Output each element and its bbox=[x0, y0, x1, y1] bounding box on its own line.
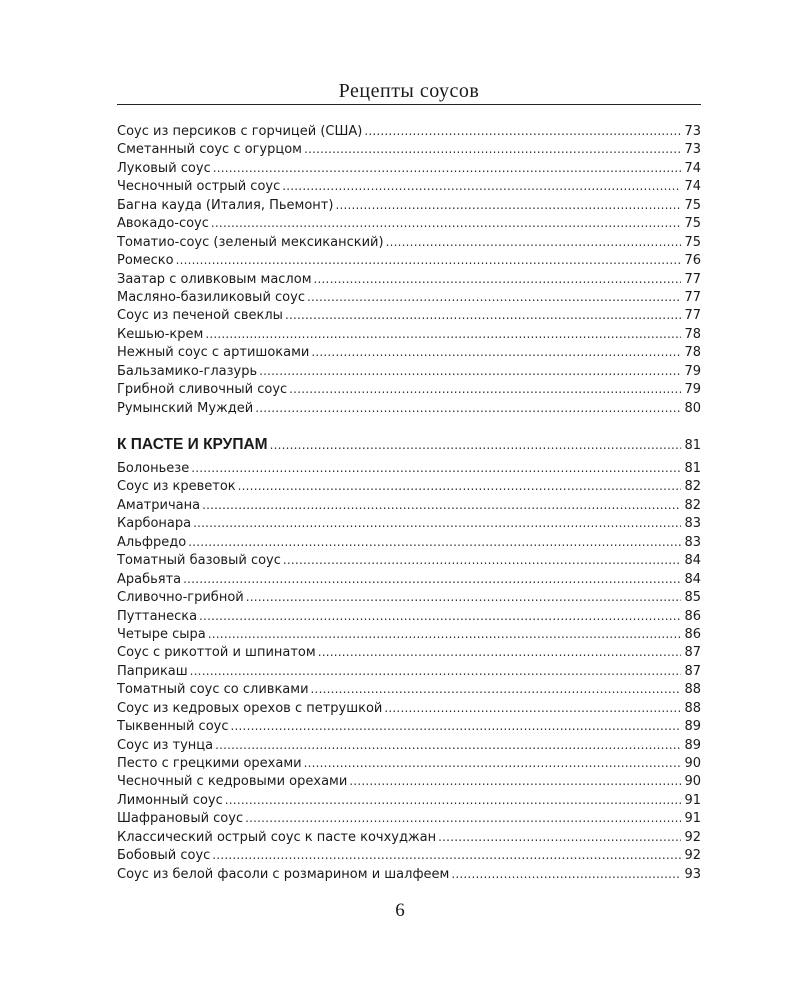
toc-entry[interactable] bbox=[117, 865, 701, 883]
dot-leader bbox=[318, 643, 682, 661]
entry-title: Кешью-крем bbox=[117, 326, 204, 342]
page-number: 6 bbox=[395, 900, 405, 921]
entry-page: 82 bbox=[684, 479, 701, 495]
dot-leader bbox=[176, 251, 682, 269]
entry-title: Соус из печеной свеклы bbox=[117, 308, 283, 324]
dot-leader bbox=[215, 736, 681, 754]
dot-leader bbox=[211, 214, 682, 232]
entry-title: Соус из тунца bbox=[117, 737, 214, 753]
entry-page: 91 bbox=[684, 792, 701, 808]
entry-title: Путтанеска bbox=[117, 608, 198, 624]
entry-title: Бобовый соус bbox=[117, 848, 211, 864]
entry-page: 87 bbox=[684, 645, 701, 661]
entry-page: 92 bbox=[684, 829, 701, 845]
dot-leader bbox=[364, 122, 681, 140]
dot-leader bbox=[246, 588, 682, 606]
entry-title: Соус из кедровых орехов с петрушкой bbox=[117, 700, 383, 716]
entry-page: 88 bbox=[684, 700, 701, 716]
entry-page: 75 bbox=[684, 197, 701, 213]
entry-title: Классический острый соус к пасте кочхуджан bbox=[117, 829, 437, 845]
toc-section-heading[interactable] bbox=[117, 433, 701, 457]
entry-page: 83 bbox=[684, 534, 701, 550]
entry-title: Соус из креветок bbox=[117, 479, 236, 495]
entry-page: 85 bbox=[684, 590, 701, 606]
entry-page: 88 bbox=[684, 682, 701, 698]
entry-page: 73 bbox=[684, 124, 701, 139]
toc-entry[interactable] bbox=[117, 625, 701, 643]
entry-page: 81 bbox=[684, 461, 701, 476]
entry-page: 89 bbox=[684, 719, 701, 735]
entry-title: Заатар с оливковым маслом bbox=[117, 271, 312, 287]
toc-entry[interactable] bbox=[117, 643, 701, 661]
toc-entry[interactable] bbox=[117, 177, 701, 195]
toc-entry[interactable] bbox=[117, 399, 701, 417]
toc-entry[interactable] bbox=[117, 159, 701, 177]
entry-page: 90 bbox=[684, 756, 701, 771]
dot-leader bbox=[307, 288, 681, 306]
entry-title: Томатио-соус (зеленый мексиканский) bbox=[117, 234, 384, 250]
entry-title: Луковый соус bbox=[117, 160, 211, 176]
entry-page: 83 bbox=[684, 516, 701, 532]
entry-title: Соус из персиков с горчицей (США) bbox=[117, 124, 363, 139]
dot-leader bbox=[188, 533, 681, 551]
entry-title: Соус из белой фасоли с розмарином и шалфеем bbox=[117, 866, 450, 882]
entry-page: 75 bbox=[684, 234, 701, 250]
toc-entry[interactable] bbox=[117, 270, 701, 288]
toc-entry[interactable] bbox=[117, 233, 701, 251]
entry-page: 80 bbox=[684, 400, 701, 416]
toc-entry[interactable] bbox=[117, 477, 701, 495]
dot-leader bbox=[314, 270, 682, 288]
toc-entry[interactable] bbox=[117, 570, 701, 588]
entry-title: Нежный соус с артишоками bbox=[117, 345, 310, 361]
dot-leader bbox=[202, 496, 681, 514]
toc-entry[interactable] bbox=[117, 362, 701, 380]
toc-entry[interactable] bbox=[117, 828, 701, 846]
toc-entry[interactable] bbox=[117, 380, 701, 398]
entry-page: 89 bbox=[684, 737, 701, 753]
toc-entry[interactable] bbox=[117, 514, 701, 532]
dot-leader bbox=[231, 717, 682, 735]
section-title: К ПАСТЕ И КРУПАМ bbox=[117, 436, 268, 453]
toc-entry[interactable] bbox=[117, 251, 701, 269]
dot-leader bbox=[255, 399, 681, 417]
toc-entry[interactable] bbox=[117, 214, 701, 232]
entry-page: 90 bbox=[684, 774, 701, 790]
toc-group-pasta bbox=[117, 459, 701, 883]
toc-entry[interactable] bbox=[117, 809, 701, 827]
entry-title: Аматричана bbox=[117, 497, 201, 513]
dot-leader bbox=[384, 699, 681, 717]
entry-page: 77 bbox=[684, 289, 701, 305]
entry-page: 86 bbox=[684, 626, 701, 642]
entry-page: 73 bbox=[684, 142, 701, 158]
entry-title: Лимонный соус bbox=[117, 792, 223, 808]
toc-group-sauces bbox=[117, 122, 701, 417]
entry-page: 79 bbox=[684, 382, 701, 398]
toc-entry[interactable] bbox=[117, 196, 701, 214]
entry-page: 93 bbox=[684, 866, 701, 882]
dot-leader bbox=[245, 809, 681, 827]
dot-leader bbox=[199, 607, 681, 625]
toc-entry[interactable] bbox=[117, 846, 701, 864]
dot-leader bbox=[386, 233, 682, 251]
entry-page: 84 bbox=[684, 571, 701, 587]
entry-title: Шафрановый соус bbox=[117, 811, 244, 827]
entry-title: Авокадо-соус bbox=[117, 216, 209, 232]
dot-leader bbox=[238, 477, 682, 495]
dot-leader bbox=[212, 846, 681, 864]
toc-entry[interactable] bbox=[117, 533, 701, 551]
toc-entry[interactable] bbox=[117, 588, 701, 606]
entry-title: Сметанный соус с огурцом bbox=[117, 142, 302, 158]
entry-title: Карбонара bbox=[117, 516, 192, 532]
entry-title: Ромеско bbox=[117, 253, 174, 269]
dot-leader bbox=[213, 159, 682, 177]
toc-entry[interactable] bbox=[117, 680, 701, 698]
entry-page: 91 bbox=[684, 811, 701, 827]
entry-page: 84 bbox=[684, 553, 701, 569]
dot-leader bbox=[282, 177, 681, 195]
entry-title: Четыре сыра bbox=[117, 626, 206, 642]
dot-leader bbox=[190, 662, 682, 680]
toc-entry[interactable] bbox=[117, 551, 701, 569]
entry-page: 78 bbox=[684, 326, 701, 342]
entry-title: Паприкаш bbox=[117, 663, 188, 679]
header-rule bbox=[117, 104, 701, 105]
dot-leader bbox=[451, 865, 681, 883]
table-of-contents bbox=[117, 122, 701, 883]
entry-title: Масляно-базиликовый соус bbox=[117, 289, 305, 305]
dot-leader bbox=[183, 570, 681, 588]
entry-page: 74 bbox=[684, 160, 701, 176]
dot-leader bbox=[311, 680, 682, 698]
dot-leader bbox=[225, 791, 682, 809]
entry-title: Чесночный острый соус bbox=[117, 179, 281, 195]
entry-title: Соус с рикоттой и шпинатом bbox=[117, 645, 316, 661]
dot-leader bbox=[349, 772, 681, 790]
toc-entry[interactable] bbox=[117, 343, 701, 361]
toc-entry[interactable] bbox=[117, 607, 701, 625]
dot-leader bbox=[335, 196, 681, 214]
entry-page: 82 bbox=[684, 497, 701, 513]
toc-entry[interactable] bbox=[117, 306, 701, 324]
toc-entry[interactable] bbox=[117, 325, 701, 343]
entry-page: 92 bbox=[684, 848, 701, 864]
dot-leader bbox=[193, 514, 681, 532]
entry-page: 75 bbox=[684, 216, 701, 232]
dot-leader bbox=[205, 325, 681, 343]
dot-leader bbox=[304, 754, 682, 772]
toc-entry[interactable] bbox=[117, 772, 701, 790]
toc-entry[interactable] bbox=[117, 717, 701, 735]
dot-leader bbox=[289, 380, 681, 398]
entry-page: 86 bbox=[684, 608, 701, 624]
entry-page: 87 bbox=[684, 663, 701, 679]
entry-title: Томатный базовый соус bbox=[117, 553, 281, 569]
entry-title: Томатный соус со сливками bbox=[117, 682, 309, 698]
toc-entry[interactable] bbox=[117, 754, 701, 772]
entry-title: Сливочно-грибной bbox=[117, 590, 244, 606]
dot-leader bbox=[191, 459, 681, 477]
entry-title: Песто с грецкими орехами bbox=[117, 756, 302, 771]
entry-title: Альфредо bbox=[117, 534, 187, 550]
toc-entry[interactable] bbox=[117, 496, 701, 514]
dot-leader bbox=[208, 625, 682, 643]
entry-page: 78 bbox=[684, 345, 701, 361]
toc-entry[interactable] bbox=[117, 459, 701, 477]
toc-entry[interactable] bbox=[117, 699, 701, 717]
entry-page: 77 bbox=[684, 308, 701, 324]
toc-entry[interactable] bbox=[117, 736, 701, 754]
entry-page: 77 bbox=[684, 271, 701, 287]
dot-leader bbox=[311, 343, 681, 361]
entry-page: 74 bbox=[684, 179, 701, 195]
dot-leader bbox=[285, 306, 682, 324]
entry-page: 79 bbox=[684, 363, 701, 379]
dot-leader bbox=[304, 140, 681, 158]
toc-entry[interactable] bbox=[117, 122, 701, 140]
dot-leader bbox=[259, 362, 681, 380]
toc-entry[interactable] bbox=[117, 791, 701, 809]
dot-leader bbox=[283, 551, 682, 569]
dot-leader bbox=[270, 433, 682, 457]
running-header: Рецепты соусов bbox=[338, 80, 480, 102]
entry-title: Болоньезе bbox=[117, 461, 190, 476]
toc-entry[interactable] bbox=[117, 140, 701, 158]
section-page: 81 bbox=[684, 438, 701, 453]
dot-leader bbox=[438, 828, 681, 846]
entry-title: Чесночный с кедровыми орехами bbox=[117, 774, 348, 790]
entry-title: Румынский Муждей bbox=[117, 400, 254, 416]
toc-entry[interactable] bbox=[117, 662, 701, 680]
toc-entry[interactable] bbox=[117, 288, 701, 306]
entry-title: Грибной сливочный соус bbox=[117, 382, 288, 398]
entry-title: Тыквенный соус bbox=[117, 719, 229, 735]
entry-page: 76 bbox=[684, 253, 701, 269]
entry-title: Арабьята bbox=[117, 571, 182, 587]
entry-title: Багна кауда (Италия, Пьемонт) bbox=[117, 197, 334, 213]
entry-title: Бальзамико-глазурь bbox=[117, 363, 258, 379]
